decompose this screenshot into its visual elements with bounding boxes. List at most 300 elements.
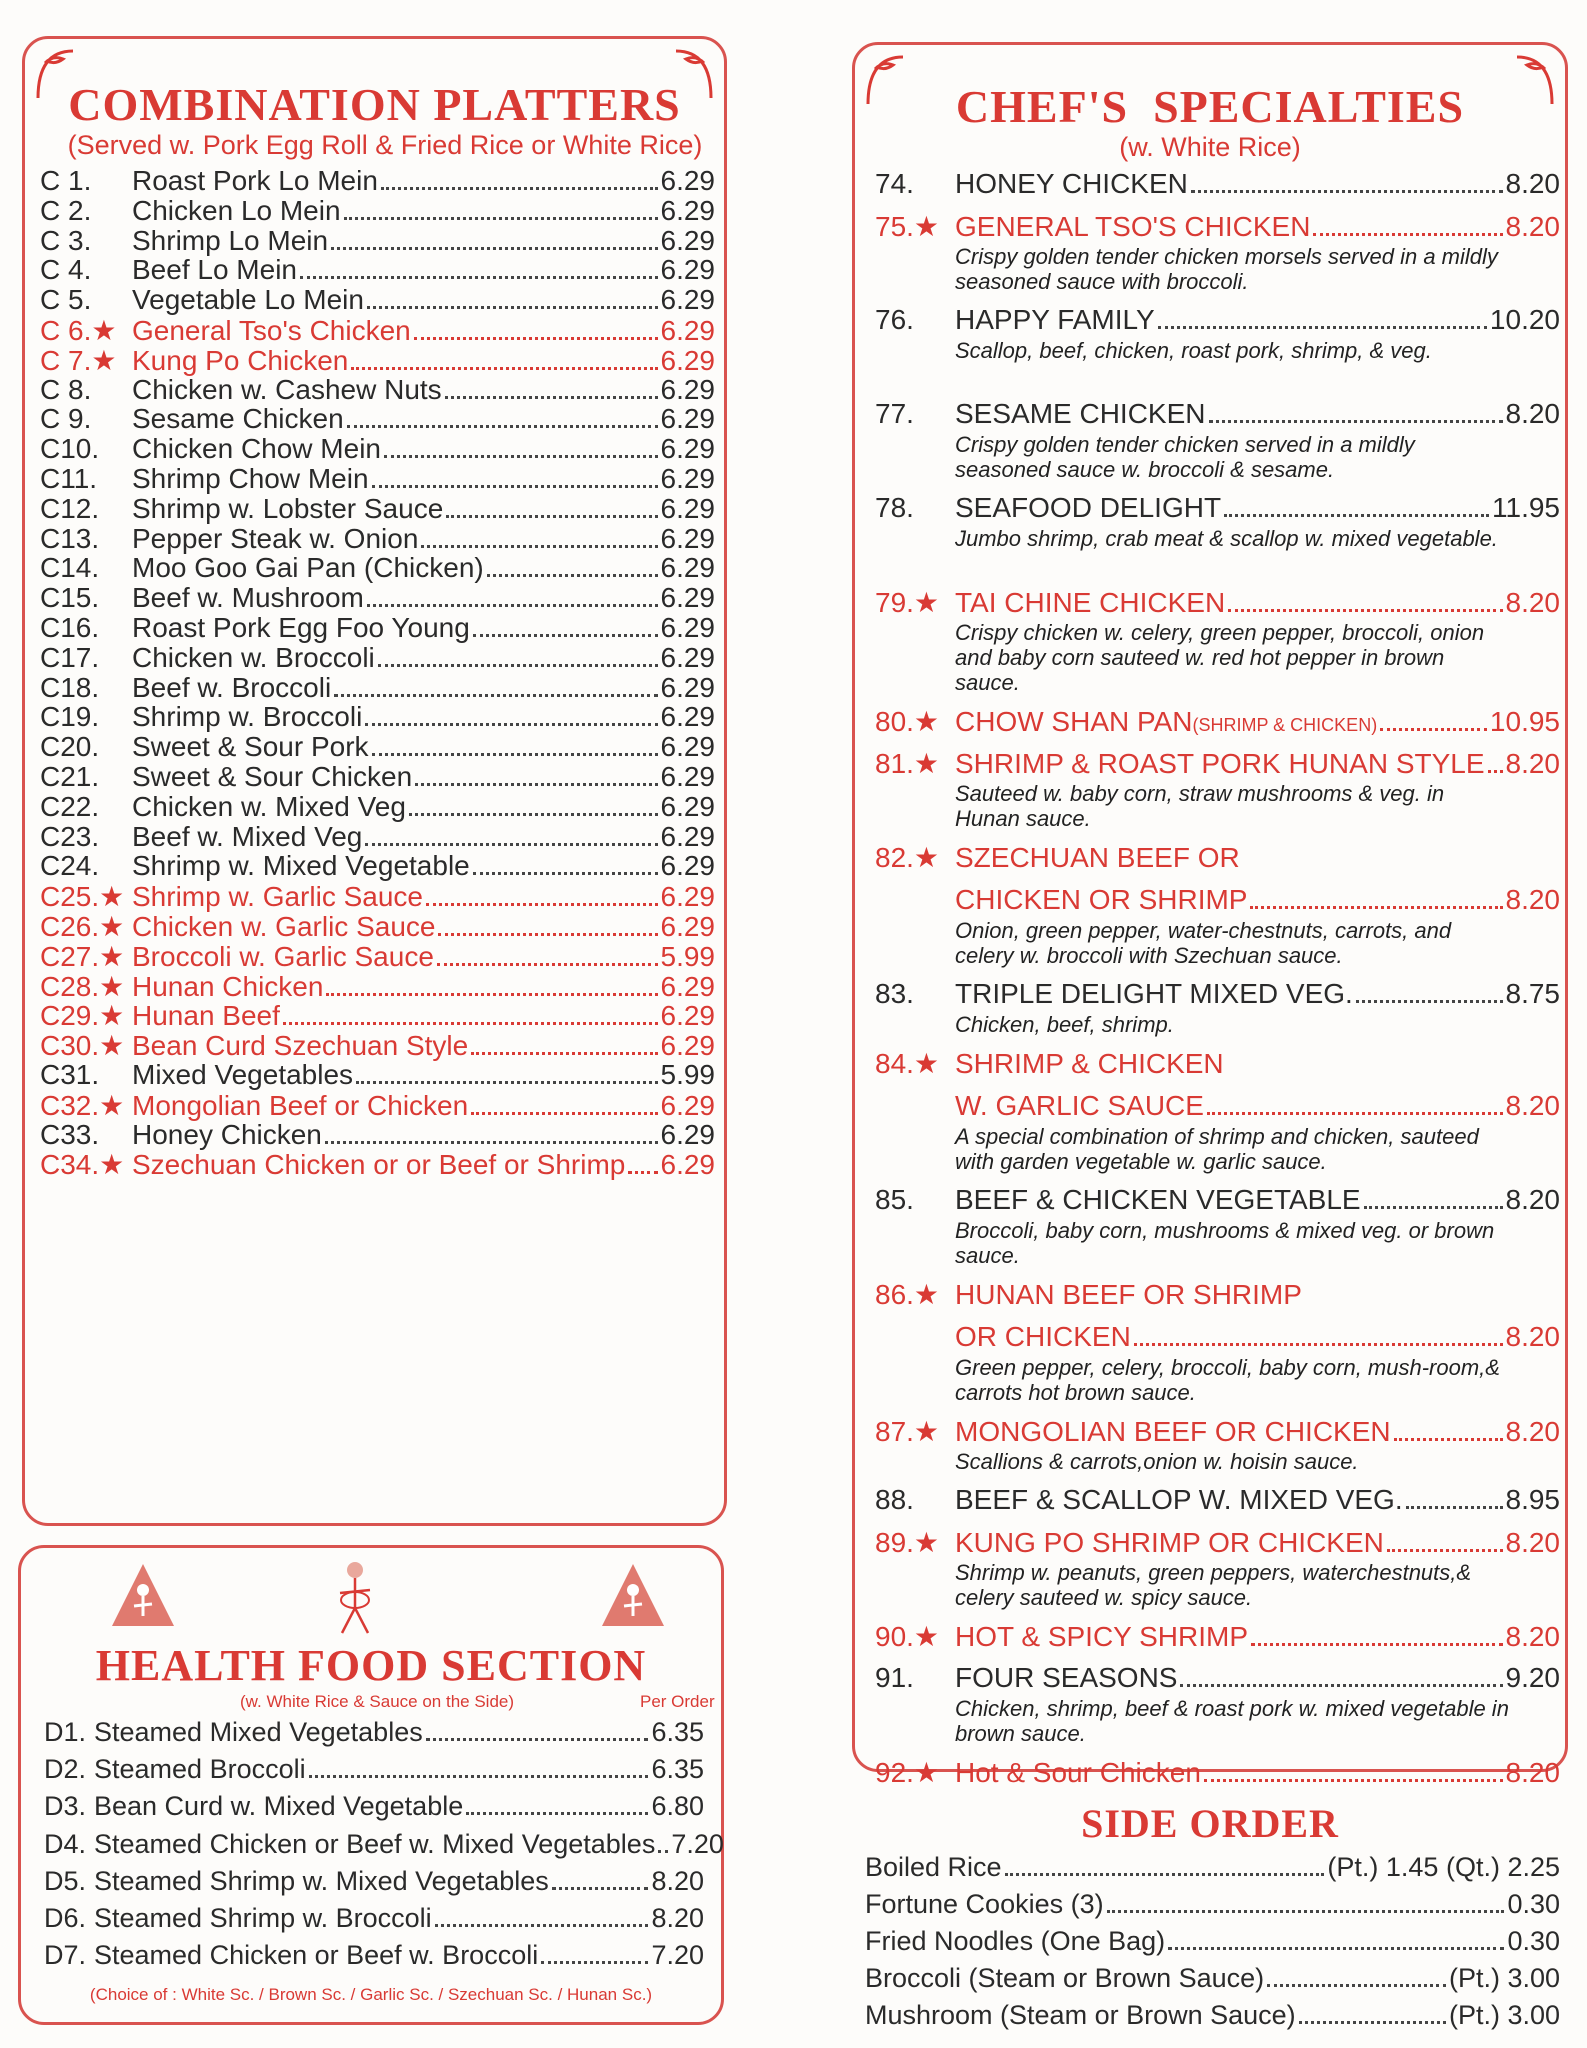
item-price: (Pt.) 1.45 (Qt.) 2.25 <box>1327 1852 1560 1882</box>
dot-leader <box>1204 1779 1503 1782</box>
health-food-subtitle: (w. White Rice & Sauce on the Side) <box>240 1692 515 1711</box>
item-name: BEEF & SCALLOP W. MIXED VEG. <box>955 1484 1403 1515</box>
item-price: 8.20 <box>1505 398 1560 429</box>
dot-leader <box>414 337 658 340</box>
item-name: Sweet & Sour Chicken <box>132 761 413 792</box>
item-name: Steamed Chicken or Beef w. Broccoli <box>94 1940 539 1971</box>
item-name: Steamed Shrimp w. Mixed Vegetables <box>94 1865 549 1896</box>
item-description: Scallop, beef, chicken, roast pork, shrimp, & veg. <box>955 338 1432 363</box>
item-code: C 1. <box>40 165 92 196</box>
item-code: C14. <box>40 552 100 584</box>
item-name-line1: SHRIMP & CHICKEN <box>955 1048 1224 1079</box>
dot-leader <box>367 306 658 309</box>
menu-item-row <box>875 747 1560 783</box>
item-price: 6.29 <box>660 492 715 524</box>
item-code: C34.★ <box>40 1149 125 1181</box>
item-price: 8.20 <box>1505 1621 1560 1652</box>
menu-item-row <box>44 1791 704 1825</box>
item-description: Crispy golden tender chicken morsels served in a mildly seasoned sauce with broccoli. <box>955 244 1498 294</box>
item-code: 74. <box>875 168 914 199</box>
item-price: 6.29 <box>660 731 715 763</box>
dot-leader <box>435 1924 649 1927</box>
dot-leader <box>446 515 657 518</box>
item-name: Mixed Vegetables <box>132 1059 354 1090</box>
item-code: C11. <box>40 463 98 494</box>
item-name: HONEY CHICKEN <box>955 168 1188 199</box>
item-price: 6.29 <box>660 790 715 822</box>
item-name: Hunan Chicken <box>132 970 324 1002</box>
dot-leader <box>372 753 658 756</box>
item-code: D5. <box>44 1865 87 1896</box>
item-name-line1: HUNAN BEEF OR SHRIMP <box>955 1279 1302 1310</box>
item-name: Beef w. Mixed Veg <box>132 820 363 852</box>
item-price: 6.35 <box>651 1754 704 1785</box>
menu-item-row <box>865 1926 1560 1960</box>
item-name: Hot & Sour Chicken <box>955 1757 1201 1788</box>
item-name: Chicken w. Broccoli <box>132 641 375 673</box>
item-code: 84.★ <box>875 1048 940 1079</box>
item-name: SESAME CHICKEN <box>955 398 1206 429</box>
item-price: 6.29 <box>660 344 715 376</box>
item-description: Scallions & carrots,onion w. hoisin sauce. <box>955 1449 1359 1474</box>
item-code: C12. <box>40 492 100 524</box>
dot-leader <box>367 604 658 607</box>
dot-leader <box>1168 1947 1504 1950</box>
item-name: Shrimp w. Garlic Sauce <box>132 881 423 913</box>
item-price: 6.29 <box>660 582 715 614</box>
item-code: C29.★ <box>40 1000 125 1032</box>
menu-item-row <box>865 2000 1560 2034</box>
item-price: 5.99 <box>660 1059 715 1090</box>
dot-leader <box>473 872 658 875</box>
dot-leader <box>1267 1984 1446 1987</box>
item-code: 90.★ <box>875 1621 940 1652</box>
item-price: 6.29 <box>660 284 715 316</box>
menu-item-row <box>875 1662 1560 1698</box>
item-code: D6. <box>44 1903 87 1933</box>
dot-leader <box>541 1961 648 1964</box>
item-code: C 3. <box>40 224 92 256</box>
item-code: C10. <box>40 433 100 465</box>
item-code: C30.★ <box>40 1030 125 1062</box>
item-price: 6.29 <box>660 165 715 196</box>
item-name: GENERAL TSO'S CHICKEN <box>955 211 1311 242</box>
menu-item-row <box>875 705 1560 741</box>
menu-item-row <box>875 168 1560 204</box>
menu-item-row <box>875 492 1560 528</box>
item-name: Moo Goo Gai Pan (Chicken) <box>132 552 484 584</box>
item-code: 77. <box>875 398 914 429</box>
dot-leader <box>1250 906 1502 909</box>
item-code: C31. <box>40 1059 100 1090</box>
dot-leader <box>1134 1343 1503 1346</box>
menu-item-row <box>875 304 1560 340</box>
dot-leader <box>381 187 658 190</box>
item-price: 7.20 <box>671 1828 724 1859</box>
dot-leader <box>1180 1684 1502 1687</box>
dot-leader <box>445 396 658 399</box>
item-code: 92.★ <box>875 1757 940 1788</box>
dot-leader <box>1313 233 1502 236</box>
dancer-figure-icon <box>330 1558 380 1638</box>
item-name: Bean Curd Szechuan Style <box>132 1030 469 1062</box>
item-code: C 8. <box>40 373 92 405</box>
item-name: TAI CHINE CHICKEN <box>955 587 1226 618</box>
dot-leader <box>415 783 657 786</box>
item-price: 0.30 <box>1507 1889 1560 1919</box>
item-description: Broccoli, baby corn, mushrooms & mixed veg. or brown sauce. <box>955 1218 1495 1268</box>
dot-leader <box>1364 1206 1503 1209</box>
item-price: 7.20 <box>651 1940 704 1971</box>
item-code: 82.★ <box>875 842 940 873</box>
menu-item-row <box>875 1415 1560 1451</box>
item-name: Hunan Beef <box>132 1000 280 1032</box>
item-name: Mongolian Beef or Chicken <box>132 1089 469 1121</box>
item-description: Green pepper, celery, broccoli, baby corn, mush-room,& carrots hot brown sauce. <box>955 1355 1500 1405</box>
item-name: Broccoli w. Garlic Sauce <box>132 940 434 972</box>
item-price: 6.29 <box>660 1000 715 1032</box>
item-price: 8.20 <box>1505 1321 1560 1352</box>
item-name: Bean Curd w. Mixed Vegetable <box>94 1791 464 1822</box>
dot-leader <box>283 1022 658 1025</box>
dot-leader <box>473 634 658 637</box>
item-price: 6.29 <box>660 820 715 852</box>
item-price: 6.29 <box>660 522 715 554</box>
item-code: C23. <box>40 820 100 852</box>
item-price: 6.29 <box>660 463 715 494</box>
menu-item-row <box>44 1866 704 1900</box>
item-name: KUNG PO SHRIMP OR CHICKEN <box>955 1527 1384 1558</box>
item-price: (Pt.) 3.00 <box>1448 1963 1560 1993</box>
item-price: 6.29 <box>660 850 715 882</box>
menu-item-row <box>875 1484 1560 1520</box>
item-price: 6.35 <box>651 1717 704 1747</box>
dot-leader <box>1488 770 1503 773</box>
item-price: 8.20 <box>651 1865 704 1896</box>
menu-item-row <box>875 1090 1560 1126</box>
item-code: 75.★ <box>875 211 940 242</box>
item-name: SEAFOOD DELIGHT <box>955 492 1222 523</box>
dot-leader <box>1387 1549 1503 1552</box>
menu-item-row <box>875 1184 1560 1220</box>
dot-leader <box>325 1141 658 1144</box>
item-code: C33. <box>40 1118 100 1150</box>
dot-leader <box>331 247 657 250</box>
item-price: 8.20 <box>1505 587 1560 618</box>
menu-item-row <box>875 1526 1560 1562</box>
item-price: 6.29 <box>660 194 715 226</box>
item-price: 8.20 <box>1505 748 1560 779</box>
item-price: (Pt.) 3.00 <box>1448 2000 1560 2030</box>
item-description: Chicken, beef, shrimp. <box>955 1012 1174 1037</box>
item-name: Vegetable Lo Mein <box>132 284 364 316</box>
item-price: 6.29 <box>660 254 715 286</box>
menu-item-row <box>875 841 1560 877</box>
item-code: C22. <box>40 790 100 822</box>
dot-leader <box>426 903 658 906</box>
dot-leader <box>421 545 657 548</box>
item-code: C 4. <box>40 254 92 286</box>
item-price: 9.20 <box>1505 1662 1560 1693</box>
item-name: TRIPLE DELIGHT MIXED VEG. <box>955 978 1353 1009</box>
item-name: CHICKEN OR SHRIMP <box>955 884 1248 915</box>
item-price: 6.29 <box>660 552 715 584</box>
dot-leader <box>365 723 657 726</box>
item-name: SHRIMP & ROAST PORK HUNAN STYLE <box>955 748 1485 779</box>
item-price: 8.20 <box>1505 1184 1560 1215</box>
health-food-title: HEALTH FOOD SECTION <box>95 1641 647 1690</box>
item-code: 91. <box>875 1662 914 1693</box>
dot-leader <box>1209 420 1503 423</box>
item-price: 8.20 <box>1505 1090 1560 1121</box>
dot-leader <box>628 1171 657 1174</box>
dot-leader <box>1224 514 1489 517</box>
item-name: Sesame Chicken <box>132 403 344 435</box>
item-price: 8.95 <box>1505 1484 1560 1515</box>
item-name: Szechuan Chicken or or Beef or Shrimp <box>132 1149 626 1181</box>
item-price: 8.20 <box>1505 211 1560 242</box>
item-code: 88. <box>875 1484 914 1515</box>
item-price: 6.29 <box>660 1118 715 1150</box>
dot-leader <box>1380 728 1487 731</box>
item-name: Steamed Shrimp w. Broccoli <box>94 1903 432 1933</box>
menu-item-row <box>875 1047 1560 1083</box>
item-price: 6.29 <box>660 403 715 435</box>
dot-leader <box>1191 190 1503 193</box>
item-name: W. GARLIC SAUCE <box>955 1090 1204 1121</box>
item-price: 10.95 <box>1489 706 1560 737</box>
item-name: Shrimp Chow Mein <box>132 463 369 494</box>
item-name: Roast Pork Egg Foo Young <box>132 612 470 643</box>
item-description: Chicken, shrimp, beef & roast pork w. mixed vegetable in brown sauce. <box>955 1696 1509 1746</box>
item-code: C 2. <box>40 194 92 226</box>
item-name: HAPPY FAMILY <box>955 304 1155 335</box>
item-name: Honey Chicken <box>132 1118 322 1150</box>
item-price: 6.29 <box>660 671 715 703</box>
item-code: C 7.★ <box>40 344 117 376</box>
item-price: 6.29 <box>660 224 715 256</box>
item-name: HOT & SPICY SHRIMP <box>955 1621 1249 1652</box>
item-price: 6.29 <box>660 641 715 673</box>
item-name: Sweet & Sour Pork <box>132 731 369 763</box>
item-name-note: (SHRIMP & CHICKEN) <box>1192 715 1378 735</box>
item-name: Chicken w. Garlic Sauce <box>132 911 436 942</box>
item-name: CHOW SHAN PAN <box>955 706 1193 737</box>
menu-item-row <box>40 1148 715 1186</box>
item-name: Broccoli (Steam or Brown Sauce) <box>865 1963 1265 1993</box>
dot-leader <box>1107 1910 1505 1913</box>
item-name: Chicken w. Cashew Nuts <box>132 373 442 405</box>
dot-leader <box>1005 1873 1325 1876</box>
item-name: Mushroom (Steam or Brown Sauce) <box>865 2000 1296 2030</box>
item-name: OR CHICKEN <box>955 1321 1131 1352</box>
menu-item-row <box>44 1828 724 1863</box>
item-description: Jumbo shrimp, crab meat & scallop w. mixed vegetable. <box>955 526 1498 551</box>
dot-leader <box>1299 2021 1446 2024</box>
item-name: Chicken w. Mixed Veg <box>132 790 406 822</box>
item-description: Onion, green pepper, water-chestnuts, carrots, and celery w. broccoli with Szechuan sauce. <box>955 918 1452 968</box>
item-name: Beef w. Broccoli <box>132 671 332 703</box>
dot-leader <box>384 455 658 458</box>
dot-leader <box>1207 1112 1503 1115</box>
combination-subtitle: (Served w. Pork Egg Roll & Fried Rice or White Rice) <box>67 130 703 160</box>
item-price: 6.29 <box>660 701 715 733</box>
side-order-title: SIDE ORDER <box>1081 1801 1339 1846</box>
dot-leader <box>326 993 657 996</box>
dot-leader <box>466 1812 648 1815</box>
item-description: A special combination of shrimp and chicken, sauteed with garden vegetable w. garlic sauce. <box>955 1124 1479 1174</box>
item-code: C18. <box>40 671 100 703</box>
item-name: Beef w. Mushroom <box>132 582 364 614</box>
item-code: 76. <box>875 304 914 335</box>
item-code: 81.★ <box>875 748 940 779</box>
item-name: Steamed Broccoli <box>94 1754 306 1785</box>
dot-leader <box>1158 326 1487 329</box>
item-code: D2. <box>44 1754 87 1785</box>
menu-item-row <box>875 1321 1560 1357</box>
item-code: C27.★ <box>40 940 125 972</box>
item-code: 86.★ <box>875 1279 940 1310</box>
item-name: Chicken Lo Mein <box>132 194 341 226</box>
dot-leader <box>378 664 658 667</box>
dot-leader <box>351 367 657 370</box>
dot-leader <box>344 217 658 220</box>
item-code: C 6.★ <box>40 315 117 346</box>
item-name: Kung Po Chicken <box>132 344 349 376</box>
menu-item-row <box>865 1889 1560 1923</box>
item-name: Chicken Chow Mein <box>132 433 381 465</box>
item-name: Pepper Steak w. Onion <box>132 522 419 554</box>
item-code: D4. <box>44 1828 87 1859</box>
item-code: C25.★ <box>40 881 125 913</box>
dot-leader <box>372 485 658 488</box>
item-code: 87.★ <box>875 1416 940 1447</box>
item-price: 6.29 <box>660 761 715 792</box>
item-price: 8.20 <box>1505 1416 1560 1447</box>
item-price: 8.20 <box>651 1903 704 1933</box>
menu-item-row <box>44 1903 704 1937</box>
item-code: D1. <box>44 1717 87 1747</box>
item-price: 6.80 <box>651 1791 704 1822</box>
menu-item-row <box>875 1756 1560 1792</box>
menu-item-row <box>875 398 1560 434</box>
item-name: Shrimp Lo Mein <box>132 224 329 256</box>
per-order-label: Per Order <box>640 1692 715 1711</box>
item-price: 6.29 <box>660 881 715 913</box>
item-name: FOUR SEASONS <box>955 1662 1178 1693</box>
dot-leader <box>438 933 657 936</box>
item-description: Sauteed w. baby corn, straw mushrooms & veg. in Hunan sauce. <box>955 781 1445 831</box>
item-price: 6.29 <box>660 911 715 942</box>
dot-leader <box>347 425 658 428</box>
item-price: 8.75 <box>1505 978 1560 1009</box>
item-price: 6.29 <box>660 612 715 643</box>
chef-specialties-subtitle: (w. White Rice) <box>1119 132 1301 162</box>
item-price: 11.95 <box>1492 492 1560 523</box>
item-price: 6.29 <box>660 315 715 346</box>
item-name: Shrimp w. Mixed Vegetable <box>132 850 470 882</box>
menu-item-row <box>875 586 1560 622</box>
menu-item-row <box>865 1852 1560 1886</box>
dancer-triangle-icon <box>108 1560 178 1630</box>
item-price: 0.30 <box>1507 1926 1560 1956</box>
menu-item-row <box>875 210 1560 246</box>
item-name: MONGOLIAN BEEF OR CHICKEN <box>955 1416 1391 1447</box>
item-code: D3. <box>44 1791 87 1822</box>
item-name: Shrimp w. Lobster Sauce <box>132 492 444 524</box>
menu-item-row <box>865 1963 1560 1997</box>
dot-leader <box>426 1738 649 1741</box>
chef-specialties-title: CHEF'S SPECIALTIES <box>955 81 1465 132</box>
item-price: 5.99 <box>660 940 715 972</box>
dot-leader <box>1406 1506 1503 1509</box>
item-code: C15. <box>40 582 100 614</box>
menu-item-row <box>44 1717 704 1751</box>
menu-item-row <box>875 1278 1560 1314</box>
dot-leader <box>1228 609 1502 612</box>
item-price: 8.20 <box>1505 168 1560 199</box>
item-code: C24. <box>40 850 100 882</box>
item-code: 79.★ <box>875 587 940 618</box>
item-code: C26.★ <box>40 911 125 942</box>
item-price: 6.29 <box>660 1030 715 1062</box>
combination-title: COMBINATION PLATTERS <box>68 79 681 130</box>
dot-leader <box>471 1112 657 1115</box>
item-code: D7. <box>44 1940 87 1971</box>
item-code: C 9. <box>40 403 92 435</box>
item-price: 6.29 <box>660 970 715 1002</box>
item-name: Steamed Chicken or Beef w. Mixed Vegetables <box>94 1828 656 1859</box>
item-name: Roast Pork Lo Mein <box>132 165 378 196</box>
item-code: C28.★ <box>40 970 125 1002</box>
item-name-line1: SZECHUAN BEEF OR <box>955 842 1240 873</box>
dot-leader <box>437 963 658 966</box>
item-price: 6.29 <box>660 1149 715 1181</box>
menu-item-row <box>44 1754 704 1788</box>
dot-leader <box>1356 1000 1503 1003</box>
item-name: Beef Lo Mein <box>132 254 297 286</box>
item-code: 80.★ <box>875 706 940 737</box>
health-sauce-choices: (Choice of : White Sc. / Brown Sc. / Garlic Sc. / Szechuan Sc. / Hunan Sc.) <box>89 1985 653 2004</box>
menu-item-row <box>875 978 1560 1014</box>
item-name: Fortune Cookies (3) <box>865 1889 1104 1919</box>
item-code: C 5. <box>40 284 92 316</box>
item-price: 6.29 <box>660 1089 715 1121</box>
item-code: C21. <box>40 761 100 792</box>
item-price: 8.20 <box>1505 1757 1560 1788</box>
item-price: 6.29 <box>660 373 715 405</box>
dancer-triangle-icon <box>598 1560 668 1630</box>
dot-leader <box>409 813 658 816</box>
item-price: 8.20 <box>1505 1527 1560 1558</box>
dot-leader <box>1394 1438 1503 1441</box>
item-code: C17. <box>40 641 100 673</box>
dot-leader <box>1251 1643 1502 1646</box>
dot-leader <box>356 1081 657 1084</box>
item-description: Shrimp w. peanuts, green peppers, waterchestnuts,& celery sauteed w. spicy sauce. <box>955 1560 1472 1610</box>
dot-leader <box>658 1850 668 1853</box>
item-name: Shrimp w. Broccoli <box>132 701 363 733</box>
item-code: 89.★ <box>875 1527 940 1558</box>
dot-leader <box>487 574 658 577</box>
menu-item-row <box>875 1620 1560 1656</box>
item-code: C16. <box>40 612 100 643</box>
item-name: BEEF & CHICKEN VEGETABLE <box>955 1184 1361 1215</box>
menu-item-row <box>44 1940 704 1974</box>
item-price: 10.20 <box>1489 304 1560 335</box>
dot-leader <box>365 843 657 846</box>
item-code: C13. <box>40 522 100 554</box>
